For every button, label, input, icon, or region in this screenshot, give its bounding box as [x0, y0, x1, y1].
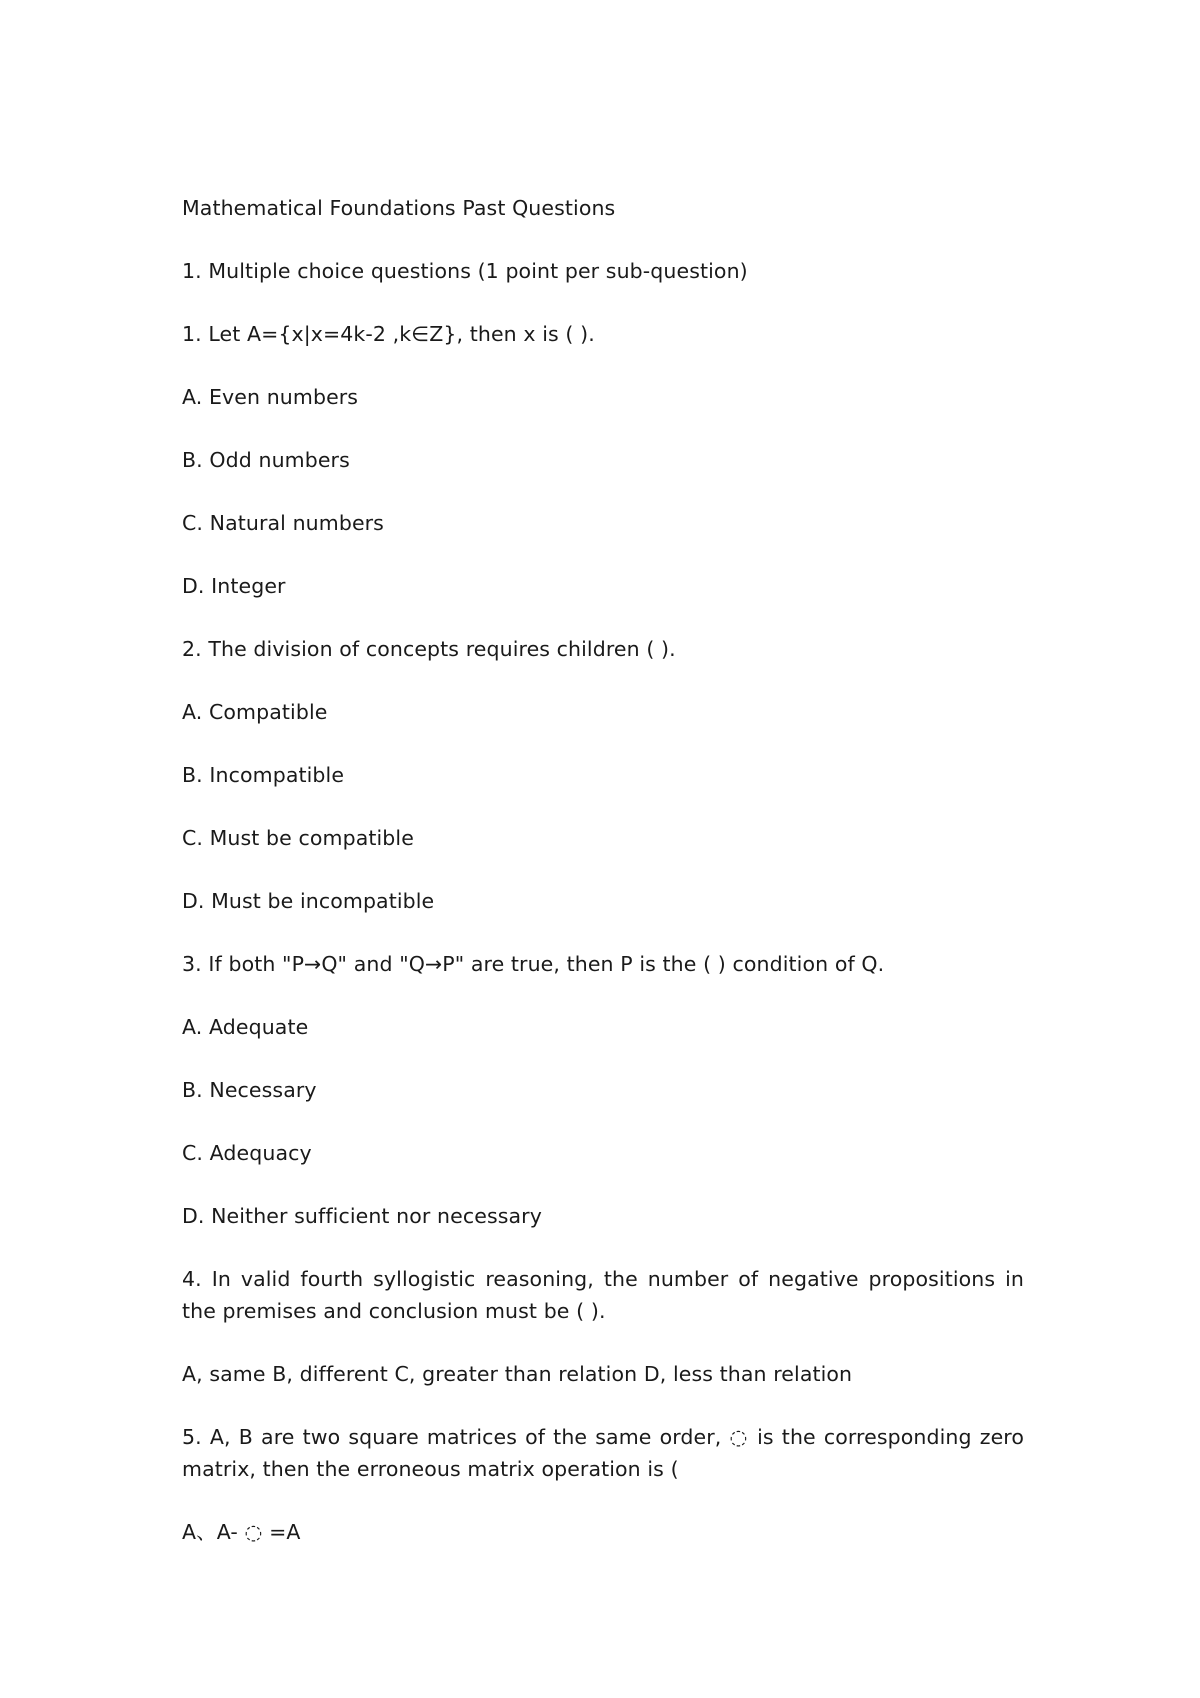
question-2-option-c: C. Must be compatible — [182, 826, 414, 850]
question-5-stem: 5. A, B are two square matrices of the same order, ◌ is the corresponding zero matrix, then the erroneous matrix operation is ( — [182, 1425, 1024, 1481]
question-1-option-b: B. Odd numbers — [182, 448, 350, 472]
question-1-option-c: C. Natural numbers — [182, 511, 384, 535]
question-1-stem: 1. Let A={x|x=4k-2 ,k∈Z}, then x is ( ). — [182, 322, 595, 346]
document-body — [182, 192, 1024, 1579]
question-2-option-a: A. Compatible — [182, 700, 328, 724]
question-2-option-b: B. Incompatible — [182, 763, 345, 787]
question-2-option-d: D. Must be incompatible — [182, 889, 435, 913]
question-1-option-a: A. Even numbers — [182, 385, 359, 409]
question-4-options: A, same B, different C, greater than relation D, less than relation — [182, 1362, 853, 1386]
question-3-option-b: B. Necessary — [182, 1078, 317, 1102]
section-heading: 1. Multiple choice questions (1 point per sub-question) — [182, 259, 748, 283]
question-2-stem: 2. The division of concepts requires children ( ). — [182, 637, 676, 661]
question-3-stem: 3. If both "P→Q" and "Q→P" are true, then P is the ( ) condition of Q. — [182, 952, 885, 976]
question-4-stem: 4. In valid fourth syllogistic reasoning, the number of negative propositions in the premises and conclusion must be ( ). — [182, 1267, 1024, 1323]
question-3-option-a: A. Adequate — [182, 1015, 309, 1039]
question-3-option-d: D. Neither sufficient nor necessary — [182, 1204, 542, 1228]
question-3-option-c: C. Adequacy — [182, 1141, 312, 1165]
document-title: Mathematical Foundations Past Questions — [182, 196, 616, 220]
question-1-option-d: D. Integer — [182, 574, 286, 598]
question-5-option-a: A、A- ◌ =A — [182, 1520, 301, 1544]
